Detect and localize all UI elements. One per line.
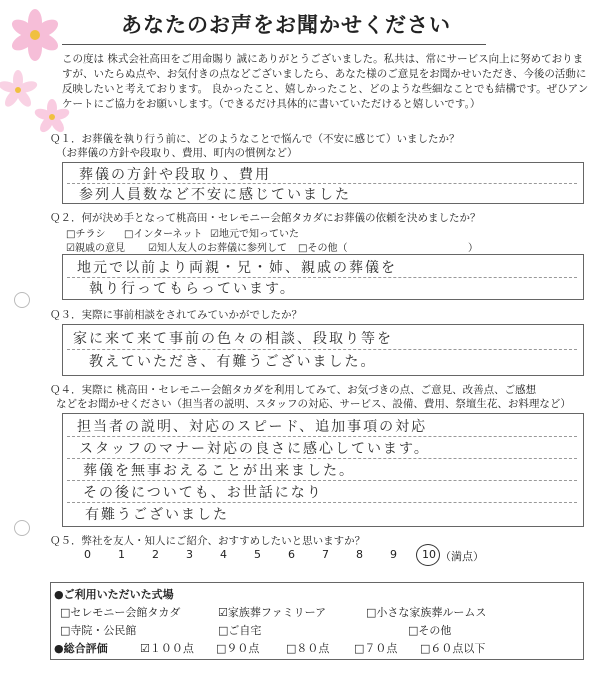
q3-answer-line: 教えていただき、有難うございました。 (89, 354, 377, 370)
flower-decoration-icon (0, 0, 70, 140)
venue-option[interactable]: □ご自宅 (218, 624, 262, 637)
intro-text: この度は 株式会社高田をご用命賜り 誠にありがとうございました。私共は、常にサービス向上に努めておりますが、いたらぬ点や、お気付きの点などございましたら、あなた様のご意見をお聞かせいただき、今後の活動に反映したいと考えております。 良かったこと、嬉しかったこと、どのような些細なことでも結構です。ぜひアンケートにご協力をお願いします。（できるだけ具体的に書いていただけると嬉しいです。） (62, 53, 589, 110)
rating-heading: ●総合評価 (54, 642, 108, 655)
q3-answer-box (62, 324, 584, 376)
punch-hole (14, 520, 30, 536)
q4-label: Ｑ４．実際に 桃高田・セレモニー会館タカダを利用してみて、お気づきの点、ご意見、改善点、ご感想 (50, 384, 537, 396)
score-option[interactable]: 7 (322, 548, 329, 561)
q2-option[interactable]: □チラシ (66, 229, 106, 240)
score-option[interactable]: 4 (220, 548, 227, 561)
rating-option[interactable]: □８０点 (286, 642, 330, 655)
title-underline (62, 44, 486, 45)
score-option[interactable]: 2 (152, 548, 159, 561)
q2-option[interactable]: ☑地元で知っていた (210, 229, 299, 240)
q1-answer-line: 葬儀の方針や段取り、費用 (79, 167, 271, 183)
q4-answer-line: スタッフのマナー対応の良さに感心しています。 (79, 441, 430, 457)
q1-label: Ｑ１．お葬儀を執り行う前に、どのようなことで悩んで（不安に感じて）いましたか？ (50, 133, 460, 145)
venue-option[interactable]: ☑家族葬ファミリーア (218, 606, 327, 619)
rating-option[interactable]: □６０点以下 (420, 642, 486, 655)
q4-answer-box (62, 413, 584, 527)
q3-answer-line: 家に来て来て事前の色々の相談、段取り等を (73, 331, 393, 347)
venue-heading: ●ご利用いただいた式場 (54, 588, 174, 601)
q5-score-scale (62, 548, 582, 564)
score-option[interactable]: 3 (186, 548, 193, 561)
q2-answer-line: 執り行ってもらっています。 (89, 281, 296, 297)
q2-option[interactable]: ☑知人友人のお葬儀に参列して (148, 243, 287, 254)
q4-answer-line: 担当者の説明、対応のスピード、追加事項の対応 (77, 419, 428, 435)
rating-option[interactable]: ☑１００点 (140, 642, 194, 655)
score-option[interactable]: 1 (118, 548, 125, 561)
score-option[interactable]: 10 (422, 548, 436, 561)
rating-option[interactable]: □９０点 (216, 642, 260, 655)
q5-label: Ｑ５．弊社を友人・知人にご紹介、おすすめしたいと思いますか？ (50, 535, 366, 547)
q4-answer-line: その後についても、お世話になり (83, 485, 323, 501)
rating-option[interactable]: □７０点 (354, 642, 398, 655)
score-unit: （満点） (440, 550, 484, 563)
score-option[interactable]: 8 (356, 548, 363, 561)
q4-answer-line: 有難うございました (85, 507, 229, 523)
q2-answer-line: 地元で以前より両親・兄・姉、親戚の葬儀を (77, 260, 397, 276)
score-option[interactable]: 9 (390, 548, 397, 561)
punch-hole (14, 292, 30, 308)
q2-option[interactable]: □インターネット (124, 229, 203, 240)
q2-option-close: ） (468, 243, 478, 254)
score-option[interactable]: 0 (84, 548, 91, 561)
q2-label: Ｑ２．何が決め手となって桃高田・セレモニー会館タカダにお葬儀の依頼を決めましたか？ (50, 212, 481, 224)
score-option[interactable]: 5 (254, 548, 261, 561)
score-option[interactable]: 6 (288, 548, 295, 561)
q1-answer-line: 参列人員数など不安に感じていました (79, 187, 351, 203)
q4-hint: などをお聞かせください（担当者の説明、スタッフの対応、サービス、設備、費用、祭壇生花、お料理など） (56, 398, 571, 410)
q3-label: Ｑ３．実際に事前相談をされてみていかがでしたか？ (50, 309, 302, 321)
venue-option[interactable]: □寺院・公民館 (60, 624, 137, 637)
venue-option[interactable]: □セレモニー会館タカダ (60, 606, 181, 619)
q2-answer-box (62, 254, 584, 300)
q2-option[interactable]: □その他（ (298, 243, 348, 254)
venue-option[interactable]: □その他 (408, 624, 452, 637)
venue-option[interactable]: □小さな家族葬ルームス (366, 606, 487, 619)
page-title: あなたのお声をお聞かせください (121, 13, 451, 37)
q4-answer-line: 葬儀を無事おえることが出来ました。 (83, 463, 355, 479)
q1-answer-box (62, 162, 584, 204)
selected-score-circle (416, 544, 440, 566)
q1-hint: （お葬儀の方針や段取り、費用、町内の慣例など） (56, 147, 298, 159)
q2-option[interactable]: ☑親戚の意見 (66, 243, 125, 254)
